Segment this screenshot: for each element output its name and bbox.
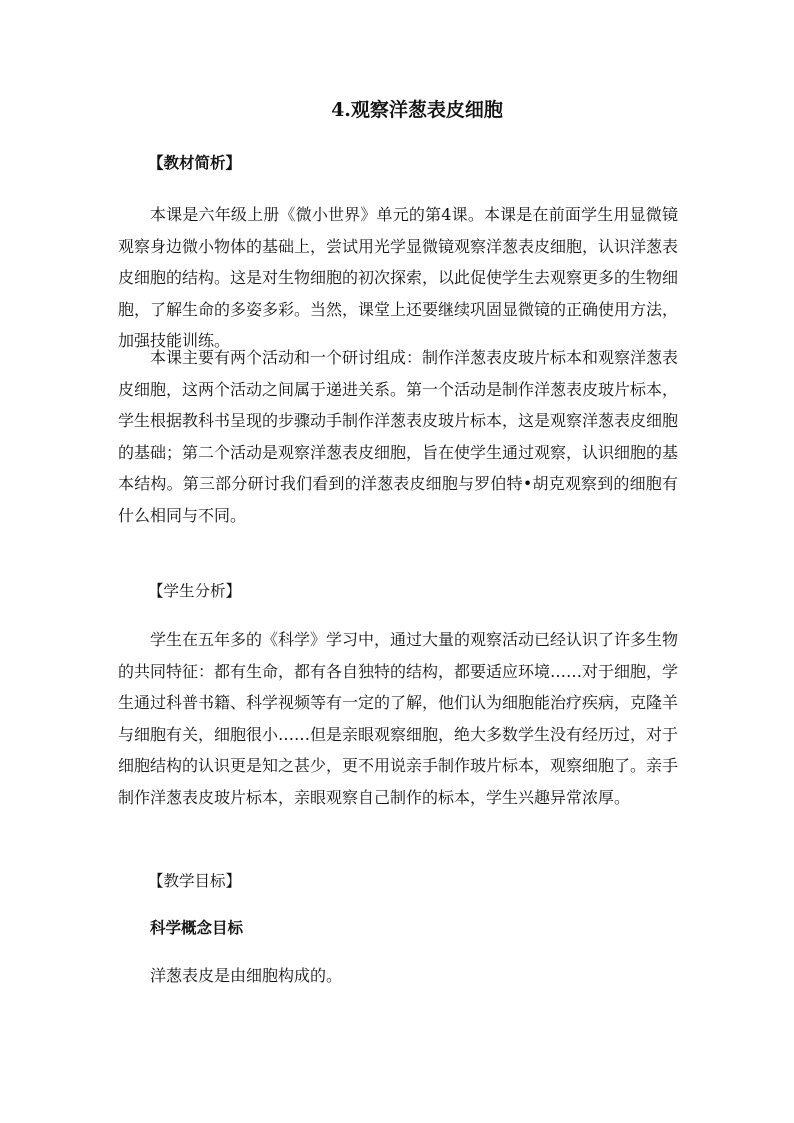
subheading-science-concept-goal: 科学概念目标 xyxy=(150,918,244,937)
paragraph-textbook-analysis-2: 本课主要有两个活动和一个研讨组成：制作洋葱表皮玻片标本和观察洋葱表皮细胞，这两个活动之间属于递进关系。第一个活动是制作洋葱表皮玻片标本，学生根据教科书呈现的步骤动手制作洋葱表皮玻片标本，这是观察洋葱表皮细胞的基础；第二个活动是观察洋葱表皮细胞，旨在使学生通过观察，认识细胞的基本结构。第三部分研讨我们看到的洋葱表皮细胞与罗伯特•胡克观察到的细胞有什么相同与不同。 xyxy=(118,348,679,525)
section-heading-textbook-analysis: 【教材简析】 xyxy=(148,153,242,172)
document-title: 4.观察洋葱表皮细胞 xyxy=(331,99,503,121)
goal-line-1: 洋葱表皮是由细胞构成的。 xyxy=(150,966,343,985)
paragraph-textbook-analysis-1: 本课是六年级上册《微小世界》单元的第4课。本课是在前面学生用显微镜观察身边微小物体的基础上，尝试用光学显微镜观察洋葱表皮细胞，认识洋葱表皮细胞的结构。这是对生物细胞的初次探索，以此促使学生去观察更多的生物细胞，了解生命的多姿多彩。当然，课堂上还要继续巩固显微镜的正确使用方法，加强技能训练。 xyxy=(118,205,679,350)
section-heading-teaching-goals: 【教学目标】 xyxy=(148,872,242,890)
section-heading-student-analysis: 【学生分析】 xyxy=(148,582,242,600)
paragraph-student-analysis-1: 学生在五年多的《科学》学习中，通过大量的观察活动已经认识了许多生物的共同特征：都有生命，都有各自独特的结构，都要适应环境……对于细胞，学生通过科普书籍、科学视频等有一定的了解，他们认为细胞能治疗疾病，克隆羊与细胞有关，细胞很小……但是亲眼观察细胞，绝大多数学生没有经历过，对于细胞结构的认识更是知之甚少，更不用说亲手制作玻片标本，观察细胞了。亲手制作洋葱表皮玻片标本，亲眼观察自己制作的标本，学生兴趣异常浓厚。 xyxy=(118,630,679,807)
